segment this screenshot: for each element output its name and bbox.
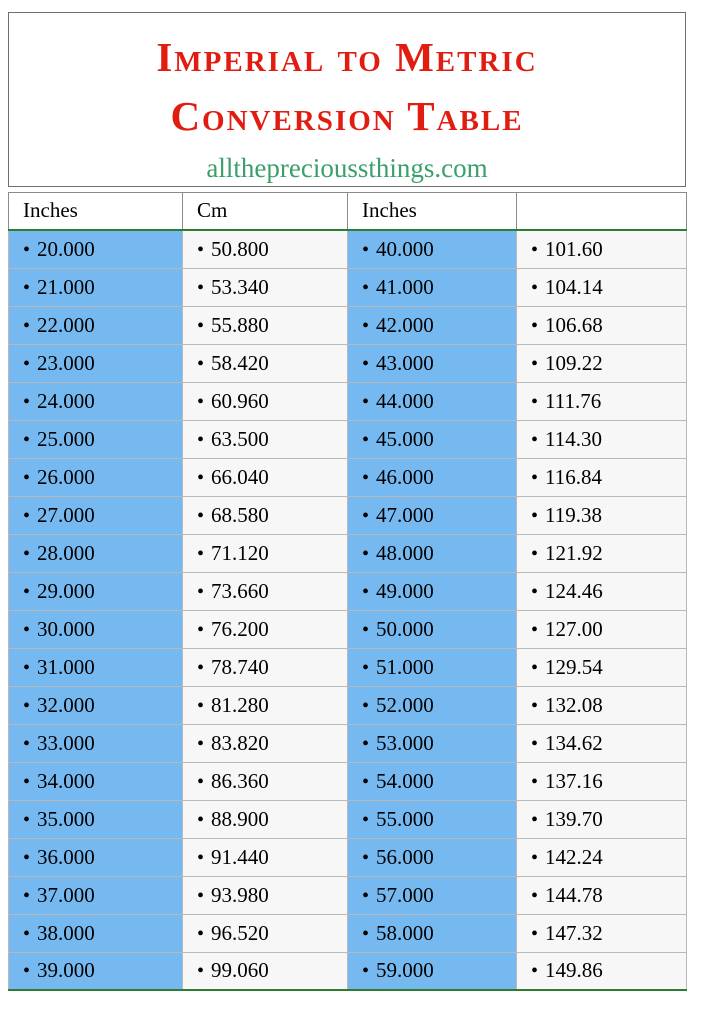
cell-value: 33.000 [37,730,95,755]
page-title-line-1: Imperial to Metric [156,34,538,80]
cell-value: 26.000 [37,464,95,489]
cell-value: 50.000 [376,616,434,641]
cell-value: 114.30 [545,426,602,451]
table-cell [348,838,517,876]
cell-value: 48.000 [376,540,434,565]
bullet-icon: • [23,656,31,679]
table-row [9,230,687,268]
table-row [9,952,687,990]
cell-value: 21.000 [37,274,95,299]
bullet-icon: • [531,352,539,375]
bullet-icon: • [531,770,539,793]
column-header-inches-2: Inches [348,193,517,231]
table-cell [517,876,687,914]
table-cell [9,534,183,572]
bullet-icon: • [531,732,539,755]
table-cell [9,420,183,458]
cell-value: 60.960 [211,388,269,413]
cell-value: 41.000 [376,274,434,299]
table-cell [517,686,687,724]
table-cell [9,610,183,648]
bullet-icon: • [23,542,31,565]
table-cell [9,268,183,306]
cell-value: 88.900 [211,806,269,831]
cell-value: 76.200 [211,616,269,641]
bullet-icon: • [362,314,370,337]
bullet-icon: • [362,542,370,565]
cell-value: 25.000 [37,426,95,451]
table-cell [348,420,517,458]
table-body [9,230,687,990]
bullet-icon: • [197,656,205,679]
bullet-icon: • [197,276,205,299]
table-cell [9,838,183,876]
bullet-icon: • [362,960,370,983]
bullet-icon: • [362,618,370,641]
bullet-icon: • [23,618,31,641]
bullet-icon: • [23,238,31,261]
cell-value: 119.38 [545,502,602,527]
cell-value: 132.08 [545,692,603,717]
cell-value: 83.820 [211,730,269,755]
bullet-icon: • [197,314,205,337]
table-cell [348,762,517,800]
table-row [9,496,687,534]
table-row [9,268,687,306]
table-cell [517,724,687,762]
cell-value: 99.060 [211,958,269,983]
bullet-icon: • [197,694,205,717]
cell-value: 58.000 [376,920,434,945]
column-header-inches-1: Inches [9,193,183,231]
bullet-icon: • [362,732,370,755]
conversion-table-wrap [8,192,686,991]
bullet-icon: • [531,428,539,451]
table-cell [517,268,687,306]
cell-value: 49.000 [376,578,434,603]
cell-value: 147.32 [545,920,603,945]
bullet-icon: • [197,846,205,869]
table-cell [183,534,348,572]
cell-value: 86.360 [211,768,269,793]
cell-value: 29.000 [37,578,95,603]
bullet-icon: • [531,884,539,907]
table-row [9,572,687,610]
bullet-icon: • [23,314,31,337]
table-cell [183,876,348,914]
cell-value: 149.86 [545,958,603,983]
table-row [9,838,687,876]
bullet-icon: • [23,846,31,869]
cell-value: 81.280 [211,692,269,717]
cell-value: 45.000 [376,426,434,451]
cell-value: 46.000 [376,464,434,489]
table-cell [183,686,348,724]
table-cell [183,648,348,686]
table-cell [9,496,183,534]
cell-value: 111.76 [545,388,602,413]
table-cell [517,420,687,458]
cell-value: 57.000 [376,882,434,907]
cell-value: 27.000 [37,502,95,527]
table-cell [183,382,348,420]
bullet-icon: • [23,770,31,793]
table-cell [348,344,517,382]
conversion-table [8,192,687,991]
bullet-icon: • [362,656,370,679]
cell-value: 52.000 [376,692,434,717]
table-cell [9,914,183,952]
cell-value: 66.040 [211,464,269,489]
table-cell [348,534,517,572]
bullet-icon: • [531,580,539,603]
table-cell [517,572,687,610]
bullet-icon: • [23,922,31,945]
column-header-cm-1: Cm [183,193,348,231]
table-row [9,686,687,724]
table-cell [348,382,517,420]
cell-value: 106.68 [545,312,603,337]
bullet-icon: • [23,808,31,831]
bullet-icon: • [23,960,31,983]
bullet-icon: • [531,960,539,983]
cell-value: 24.000 [37,388,95,413]
table-cell [183,496,348,534]
table-cell [517,496,687,534]
table-cell [348,496,517,534]
table-cell [348,800,517,838]
cell-value: 32.000 [37,692,95,717]
bullet-icon: • [197,352,205,375]
bullet-icon: • [362,466,370,489]
table-cell [348,572,517,610]
table-cell [348,952,517,990]
cell-value: 37.000 [37,882,95,907]
cell-value: 63.500 [211,426,269,451]
cell-value: 50.800 [211,236,269,261]
bullet-icon: • [197,884,205,907]
cell-value: 28.000 [37,540,95,565]
table-row [9,420,687,458]
table-cell [348,914,517,952]
bullet-icon: • [197,808,205,831]
bullet-icon: • [531,542,539,565]
bullet-icon: • [531,504,539,527]
table-cell [183,914,348,952]
table-cell [9,762,183,800]
table-row [9,876,687,914]
cell-value: 93.980 [211,882,269,907]
table-cell [9,800,183,838]
table-cell [183,952,348,990]
table-cell [9,458,183,496]
table-cell [517,648,687,686]
bullet-icon: • [197,428,205,451]
bullet-icon: • [197,732,205,755]
bullet-icon: • [362,580,370,603]
bullet-icon: • [531,618,539,641]
table-cell [183,344,348,382]
table-cell [348,268,517,306]
cell-value: 68.580 [211,502,269,527]
table-row [9,800,687,838]
cell-value: 78.740 [211,654,269,679]
table-cell [9,724,183,762]
cell-value: 139.70 [545,806,603,831]
table-cell [517,534,687,572]
bullet-icon: • [362,352,370,375]
table-cell [9,382,183,420]
cell-value: 34.000 [37,768,95,793]
table-cell [348,610,517,648]
table-cell [517,230,687,268]
table-cell [517,838,687,876]
cell-value: 129.54 [545,654,603,679]
table-cell [517,306,687,344]
bullet-icon: • [23,390,31,413]
bullet-icon: • [531,808,539,831]
cell-value: 58.420 [211,350,269,375]
bullet-icon: • [362,846,370,869]
table-row [9,458,687,496]
cell-value: 51.000 [376,654,434,679]
table-cell [183,724,348,762]
cell-value: 44.000 [376,388,434,413]
table-cell [183,838,348,876]
cell-value: 35.000 [37,806,95,831]
bullet-icon: • [197,618,205,641]
cell-value: 55.880 [211,312,269,337]
cell-value: 137.16 [545,768,603,793]
bullet-icon: • [531,314,539,337]
cell-value: 20.000 [37,236,95,261]
bullet-icon: • [531,276,539,299]
table-cell [348,686,517,724]
cell-value: 55.000 [376,806,434,831]
cell-value: 56.000 [376,844,434,869]
bullet-icon: • [197,922,205,945]
cell-value: 109.22 [545,350,603,375]
cell-value: 53.000 [376,730,434,755]
bullet-icon: • [23,276,31,299]
table-cell [9,952,183,990]
bullet-icon: • [23,694,31,717]
table-cell [9,648,183,686]
table-row [9,382,687,420]
table-cell [348,724,517,762]
table-row [9,914,687,952]
bullet-icon: • [362,808,370,831]
cell-value: 144.78 [545,882,603,907]
table-cell [183,572,348,610]
cell-value: 127.00 [545,616,603,641]
cell-value: 71.120 [211,540,269,565]
table-cell [183,800,348,838]
bullet-icon: • [531,694,539,717]
table-cell [517,344,687,382]
table-header-row [9,193,687,231]
table-row [9,610,687,648]
table-cell [9,572,183,610]
table-cell [517,914,687,952]
bullet-icon: • [362,884,370,907]
bullet-icon: • [362,922,370,945]
table-cell [517,458,687,496]
cell-value: 40.000 [376,236,434,261]
table-cell [183,762,348,800]
cell-value: 39.000 [37,958,95,983]
bullet-icon: • [362,238,370,261]
bullet-icon: • [23,466,31,489]
table-cell [517,952,687,990]
cell-value: 124.46 [545,578,603,603]
cell-value: 23.000 [37,350,95,375]
table-cell [183,268,348,306]
bullet-icon: • [23,428,31,451]
column-header-cm-2 [517,193,687,231]
bullet-icon: • [197,542,205,565]
cell-value: 53.340 [211,274,269,299]
cell-value: 96.520 [211,920,269,945]
cell-value: 22.000 [37,312,95,337]
table-row [9,306,687,344]
cell-value: 42.000 [376,312,434,337]
website-credit: alltheprecioussthings.com [206,153,488,183]
bullet-icon: • [23,352,31,375]
table-cell [183,230,348,268]
bullet-icon: • [23,504,31,527]
table-cell [348,648,517,686]
table-cell [348,458,517,496]
table-cell [9,344,183,382]
table-row [9,648,687,686]
bullet-icon: • [531,656,539,679]
bullet-icon: • [531,922,539,945]
header-panel [8,12,686,187]
table-cell [9,686,183,724]
bullet-icon: • [362,390,370,413]
bullet-icon: • [362,770,370,793]
cell-value: 30.000 [37,616,95,641]
table-row [9,344,687,382]
bullet-icon: • [197,504,205,527]
bullet-icon: • [362,504,370,527]
bullet-icon: • [197,770,205,793]
bullet-icon: • [531,238,539,261]
bullet-icon: • [23,884,31,907]
bullet-icon: • [362,428,370,451]
table-cell [517,762,687,800]
bullet-icon: • [362,694,370,717]
cell-value: 59.000 [376,958,434,983]
bullet-icon: • [197,238,205,261]
cell-value: 38.000 [37,920,95,945]
table-cell [183,458,348,496]
cell-value: 121.92 [545,540,603,565]
cell-value: 43.000 [376,350,434,375]
bullet-icon: • [362,276,370,299]
table-cell [517,610,687,648]
table-cell [348,230,517,268]
table-row [9,762,687,800]
table-cell [183,306,348,344]
table-row [9,724,687,762]
bullet-icon: • [23,732,31,755]
table-cell [348,306,517,344]
cell-value: 54.000 [376,768,434,793]
table-cell [9,306,183,344]
bullet-icon: • [531,390,539,413]
cell-value: 47.000 [376,502,434,527]
cell-value: 73.660 [211,578,269,603]
cell-value: 142.24 [545,844,603,869]
cell-value: 134.62 [545,730,603,755]
bullet-icon: • [197,580,205,603]
cell-value: 36.000 [37,844,95,869]
table-cell [183,420,348,458]
bullet-icon: • [23,580,31,603]
table-cell [517,382,687,420]
cell-value: 91.440 [211,844,269,869]
table-cell [9,230,183,268]
bullet-icon: • [197,390,205,413]
cell-value: 101.60 [545,236,603,261]
table-cell [183,610,348,648]
page-title-line-2: Conversion Table [170,93,524,139]
bullet-icon: • [197,960,205,983]
bullet-icon: • [197,466,205,489]
bullet-icon: • [531,846,539,869]
table-cell [348,876,517,914]
table-cell [9,876,183,914]
table-cell [517,800,687,838]
cell-value: 116.84 [545,464,602,489]
cell-value: 104.14 [545,274,603,299]
table-row [9,534,687,572]
bullet-icon: • [531,466,539,489]
cell-value: 31.000 [37,654,95,679]
